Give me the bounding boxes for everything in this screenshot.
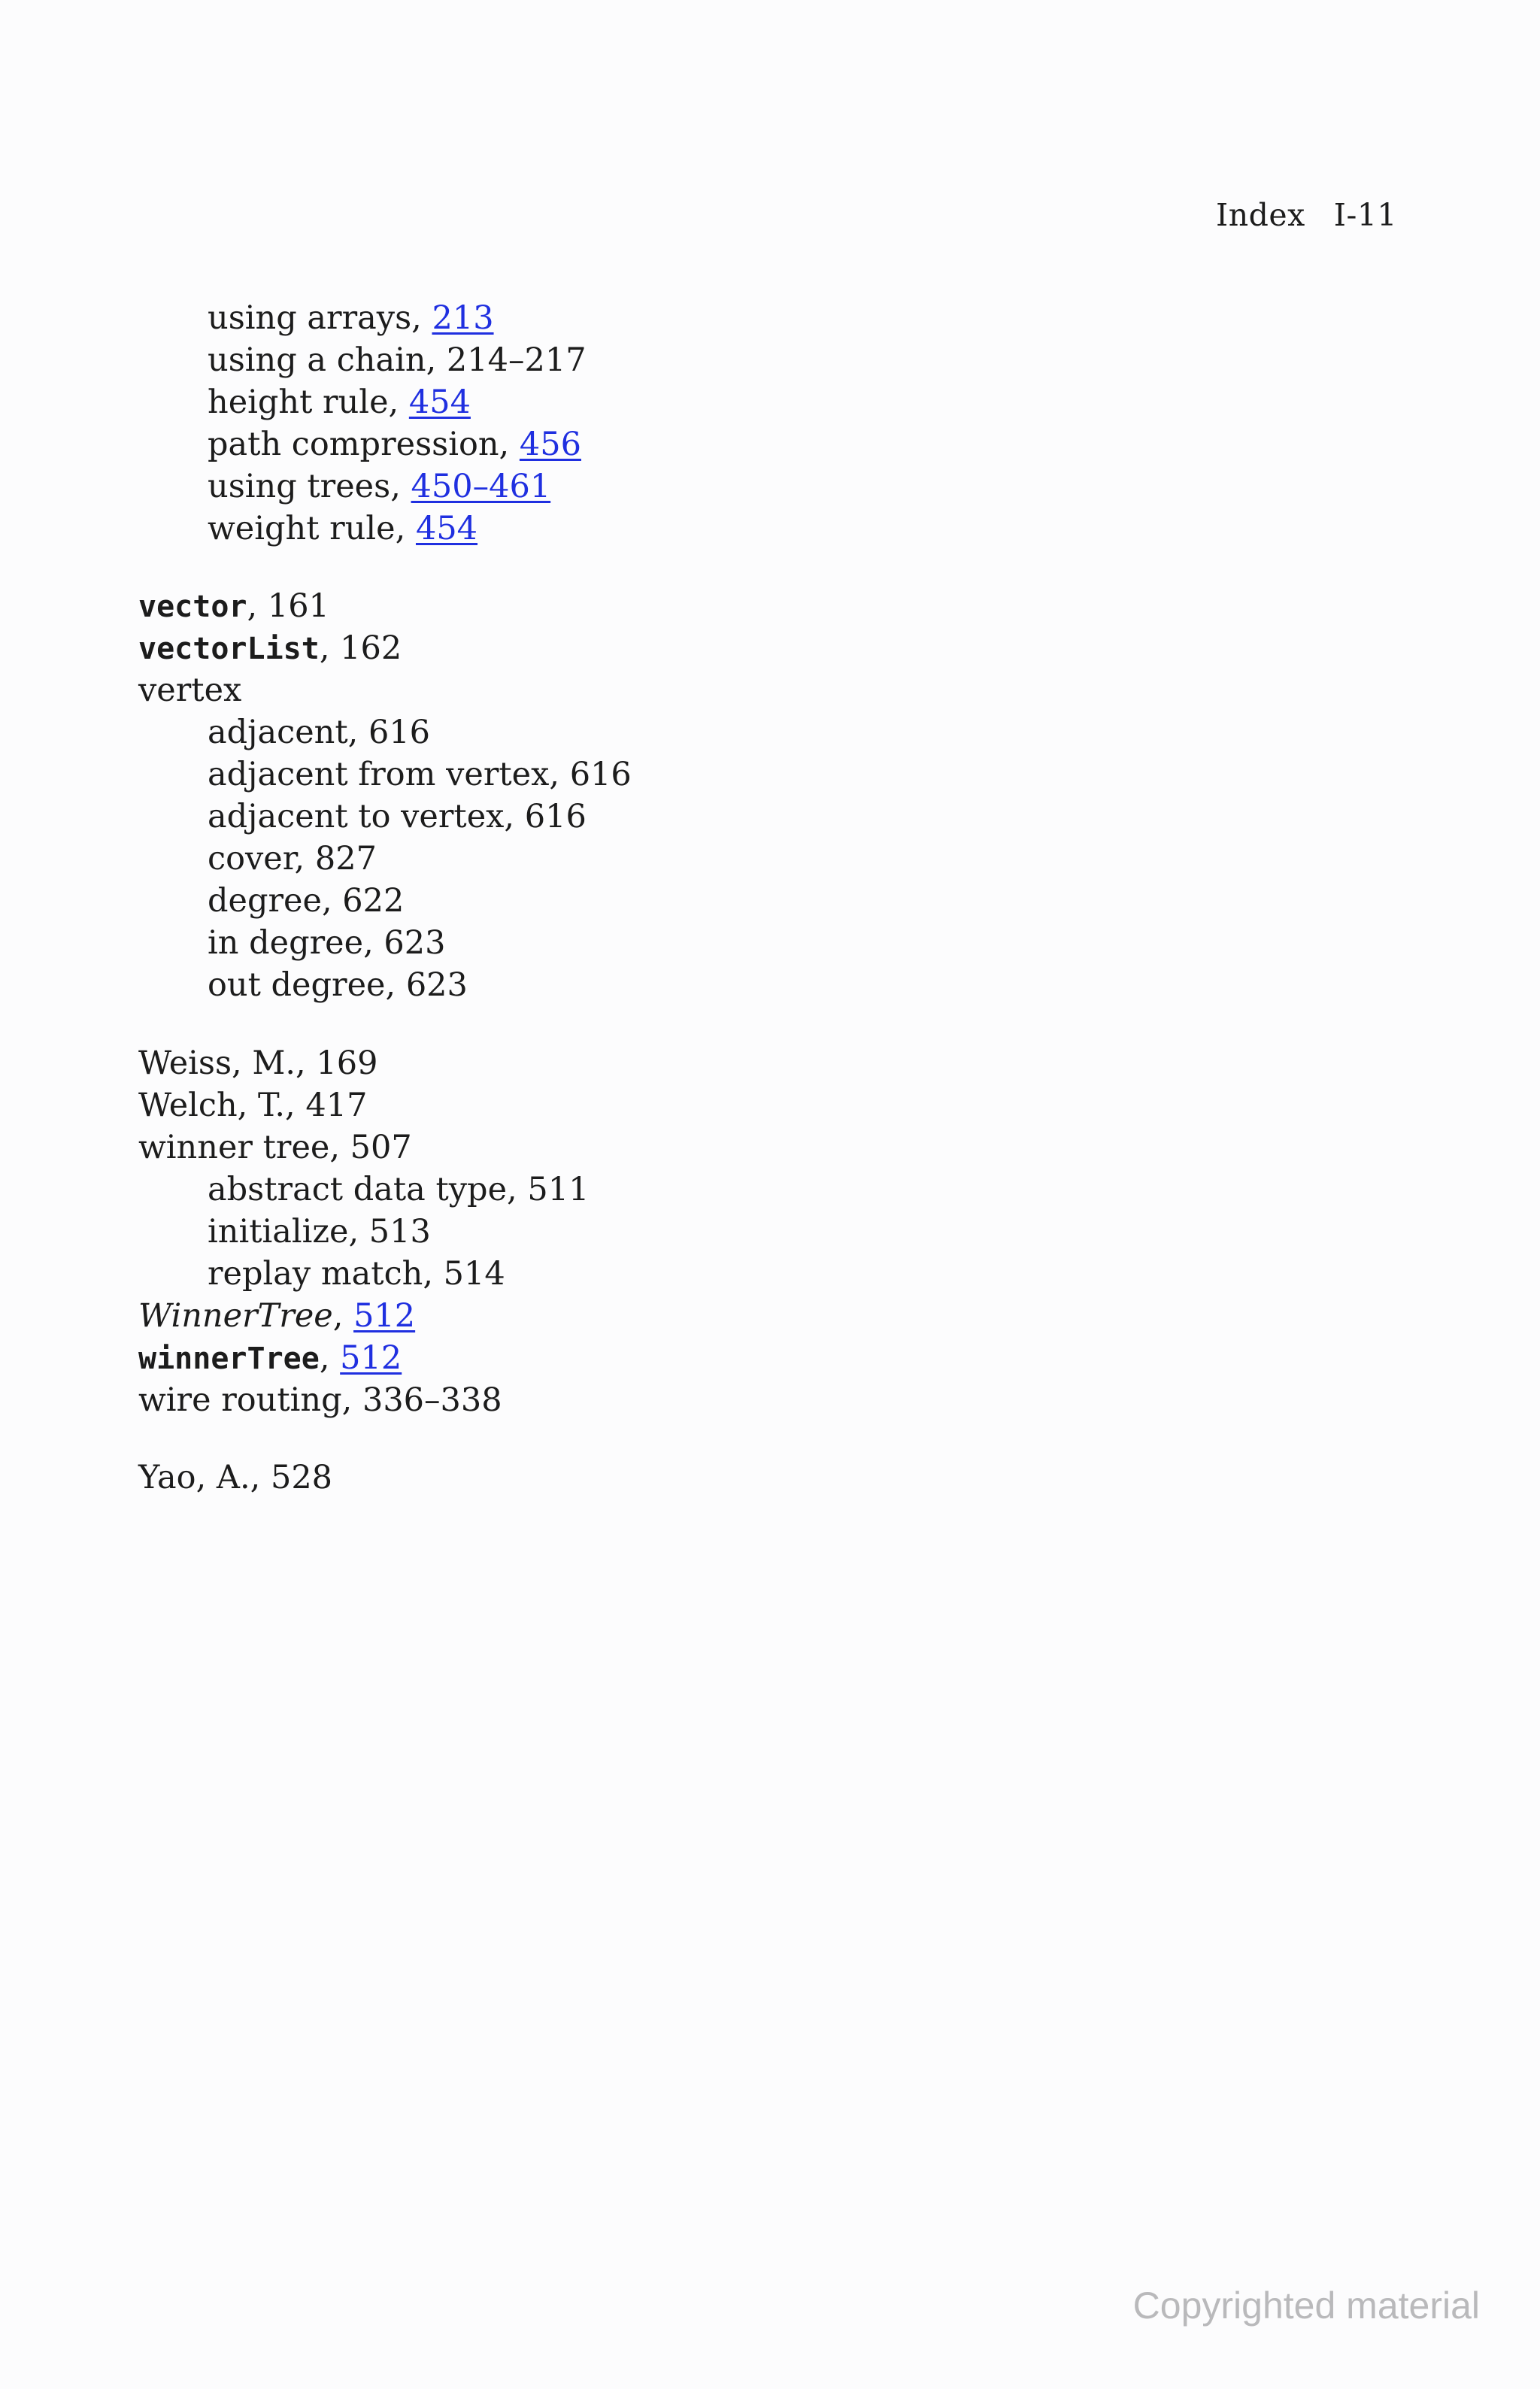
header-page-number: I-11 [1333,197,1397,233]
index-subentry: adjacent from vertex, 616 [208,756,632,793]
page-link[interactable]: 213 [432,299,494,337]
italic-term: WinnerTree [138,1297,333,1335]
index-subentry: adjacent, 616 [208,714,431,751]
index-subentry: path compression, 456 [208,426,581,463]
index-subentry: abstract data type, 511 [208,1171,590,1208]
index-entry: vertex [138,672,242,709]
index-entry: Weiss, M., 169 [138,1044,378,1082]
index-subentry: replay match, 514 [208,1255,505,1293]
index-entry: winner tree, 507 [138,1129,412,1166]
code-term: vectorList [138,632,320,666]
index-subentry: cover, 827 [208,840,377,878]
index-entry: vector, 161 [138,587,329,625]
index-entry: winnerTree, 512 [138,1339,402,1377]
index-subentry: using trees, 450–461 [208,468,551,505]
index-subentry: height rule, 454 [208,384,471,421]
header-section: Index [1216,197,1305,233]
index-entry: Yao, A., 528 [138,1459,333,1496]
index-subentry: using arrays, 213 [208,299,494,337]
index-entry: WinnerTree, 512 [138,1297,416,1335]
code-term: vector [138,590,247,624]
index-subentry: degree, 622 [208,882,405,920]
page-link[interactable]: 512 [340,1339,402,1377]
page-link[interactable]: 456 [519,426,581,463]
index-entry: Welch, T., 417 [138,1087,368,1124]
index-entry: vectorList, 162 [138,629,402,667]
index-subentry: initialize, 513 [208,1213,431,1251]
index-entry: wire routing, 336–338 [138,1381,502,1419]
index-subentry: using a chain, 214–217 [208,341,587,379]
page-link[interactable]: 450–461 [411,468,551,505]
index-subentry: adjacent to vertex, 616 [208,798,587,835]
index-subentry: in degree, 623 [208,924,446,962]
copyright-watermark: Copyrighted material [1132,2284,1480,2327]
page-link[interactable]: 454 [408,384,471,421]
code-term: winnerTree [138,1342,320,1376]
page-link[interactable]: 454 [415,510,478,547]
running-header [1216,197,1397,233]
page-link[interactable]: 512 [353,1297,416,1335]
index-subentry: out degree, 623 [208,966,468,1004]
index-subentry: weight rule, 454 [208,510,478,547]
